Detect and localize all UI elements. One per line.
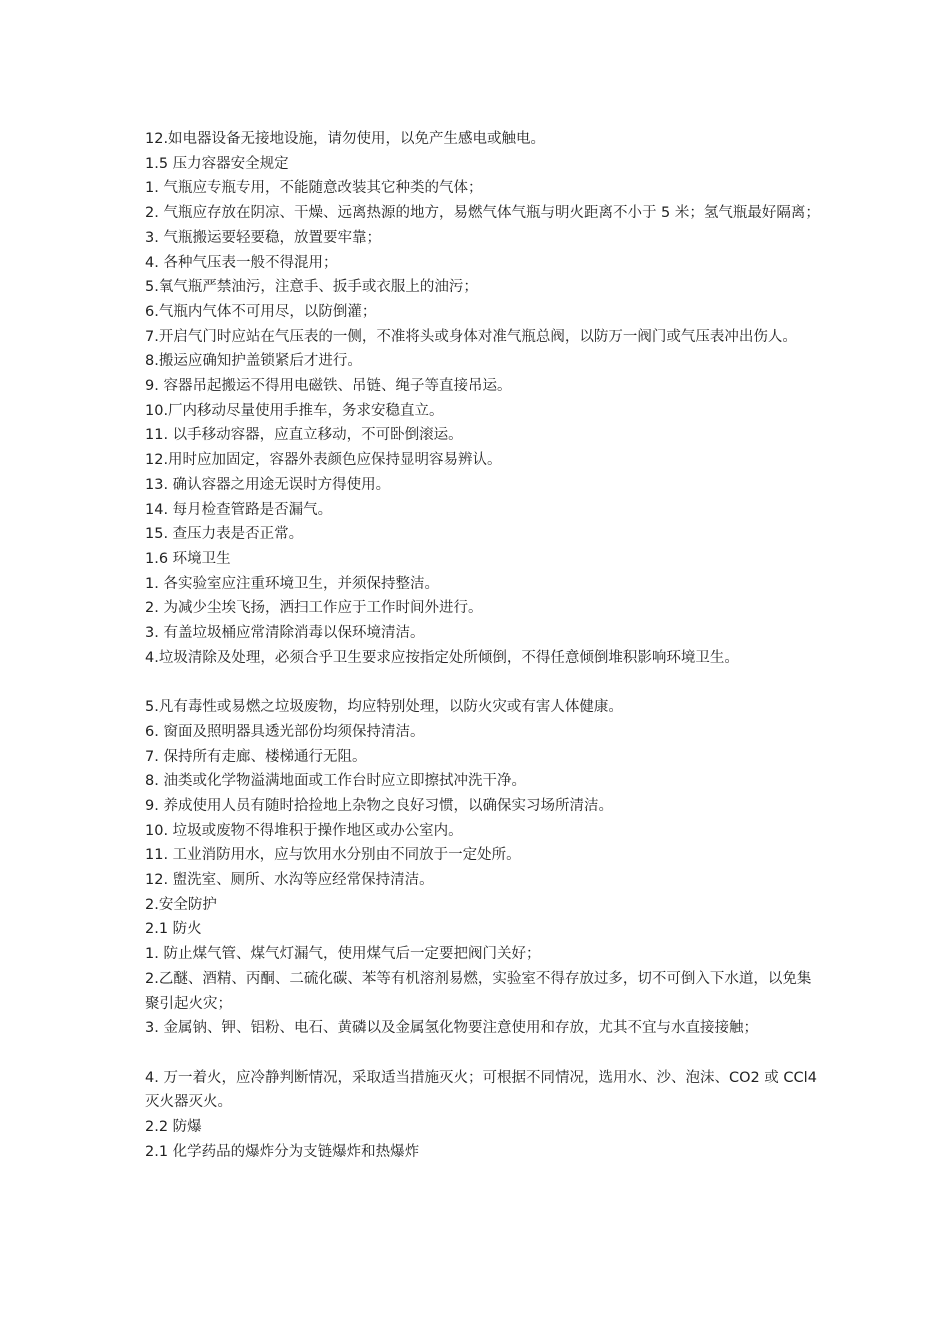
paragraph-line: 12. 盥洗室、厕所、水沟等应经常保持清洁。	[145, 872, 434, 889]
paragraph-line: 9. 养成使用人员有随时拾捡地上杂物之良好习惯，以确保实习场所清洁。	[145, 797, 613, 814]
section-heading: 1.6 环境卫生	[145, 550, 231, 567]
section-heading: 1.5 压力容器安全规定	[145, 155, 289, 172]
paragraph-line: 6. 窗面及照明器具透光部份均须保持清洁。	[145, 723, 425, 740]
paragraph-line: 8. 油类或化学物溢满地面或工作台时应立即擦拭冲洗干净。	[145, 773, 526, 790]
paragraph-line: 12.如电器设备无接地设施，请勿使用，以免产生感电或触电。	[145, 131, 546, 147]
paragraph-line: 2. 气瓶应存放在阴凉、干燥、远离热源的地方，易燃气体气瓶与明火距离不小于 5 米；氢气瓶最好隔离；	[145, 205, 820, 222]
blank-line	[145, 1041, 825, 1066]
section-heading: 2.安全防护	[145, 896, 217, 913]
paragraph-line: 3. 金属钠、钾、铝粉、电石、黄磷以及金属氢化物要注意使用和存放，尤其不宜与水直接接触；	[145, 1020, 758, 1037]
paragraph-line: 2.1 化学药品的爆炸分为支链爆炸和热爆炸	[145, 1143, 420, 1160]
paragraph-line: 10.厂内移动尽量使用手推车，务求安稳直立。	[145, 402, 444, 419]
paragraph-line: 3. 有盖垃圾桶应常清除消毒以保环境清洁。	[145, 625, 425, 642]
paragraph-line: 4. 各种气压表一般不得混用；	[145, 254, 338, 271]
blank-line	[145, 670, 825, 695]
paragraph-line: 1. 防止煤气管、煤气灯漏气，使用煤气后一定要把阀门关好；	[145, 946, 541, 963]
paragraph-line: 5.凡有毒性或易燃之垃圾废物，均应特别处理，以防火灾或有害人体健康。	[145, 699, 623, 716]
paragraph-line: 4. 万一着火，应冷静判断情况，采取适当措施灭火；可根据不同情况，选用水、沙、泡沫、CO2 或 CCl4 灭火器灭火。	[145, 1069, 817, 1111]
paragraph-line: 15. 查压力表是否正常。	[145, 526, 304, 543]
paragraph-line: 5.氧气瓶严禁油污，注意手、扳手或衣服上的油污；	[145, 279, 478, 296]
paragraph-line: 9. 容器吊起搬运不得用电磁铁、吊链、绳子等直接吊运。	[145, 378, 512, 395]
paragraph-line: 2.乙醚、酒精、丙酮、二硫化碳、苯等有机溶剂易燃，实验室不得存放过多，切不可倒入下水道，以免集聚引起火灾；	[145, 970, 812, 1012]
paragraph-line: 1. 气瓶应专瓶专用，不能随意改装其它种类的气体；	[145, 180, 483, 197]
paragraph-line: 12.用时应加固定，容器外表颜色应保持显明容易辨认。	[145, 452, 502, 469]
document-body	[145, 127, 825, 1165]
section-heading: 2.1 防火	[145, 921, 202, 938]
paragraph-line: 14. 每月检查管路是否漏气。	[145, 501, 333, 518]
paragraph-line: 10. 垃圾或废物不得堆积于操作地区或办公室内。	[145, 822, 463, 839]
section-heading: 2.2 防爆	[145, 1119, 202, 1136]
paragraph-line: 11. 以手移动容器，应直立移动，不可卧倒滚运。	[145, 427, 463, 444]
paragraph-line: 3. 气瓶搬运要轻要稳，放置要牢靠；	[145, 229, 381, 246]
paragraph-line: 11. 工业消防用水，应与饮用水分别由不同放于一定处所。	[145, 847, 521, 864]
paragraph-line: 1. 各实验室应注重环境卫生，并须保持整洁。	[145, 575, 439, 592]
paragraph-line: 6.气瓶内气体不可用尽，以防倒灌；	[145, 303, 377, 320]
paragraph-line: 13. 确认容器之用途无误时方得使用。	[145, 476, 391, 493]
paragraph-line: 2. 为减少尘埃飞扬，洒扫工作应于工作时间外进行。	[145, 600, 483, 617]
paragraph-line: 8.搬运应确知护盖锁紧后才进行。	[145, 353, 362, 370]
paragraph-line: 7. 保持所有走廊、楼梯通行无阻。	[145, 748, 367, 765]
paragraph-line: 7.开启气门时应站在气压表的一侧，不准将头或身体对准气瓶总阀，以防万一阀门或气压表冲出伤人。	[145, 328, 797, 345]
paragraph-line: 4.垃圾清除及处理，必须合乎卫生要求应按指定处所倾倒，不得任意倾倒堆积影响环境卫生。	[145, 649, 739, 666]
